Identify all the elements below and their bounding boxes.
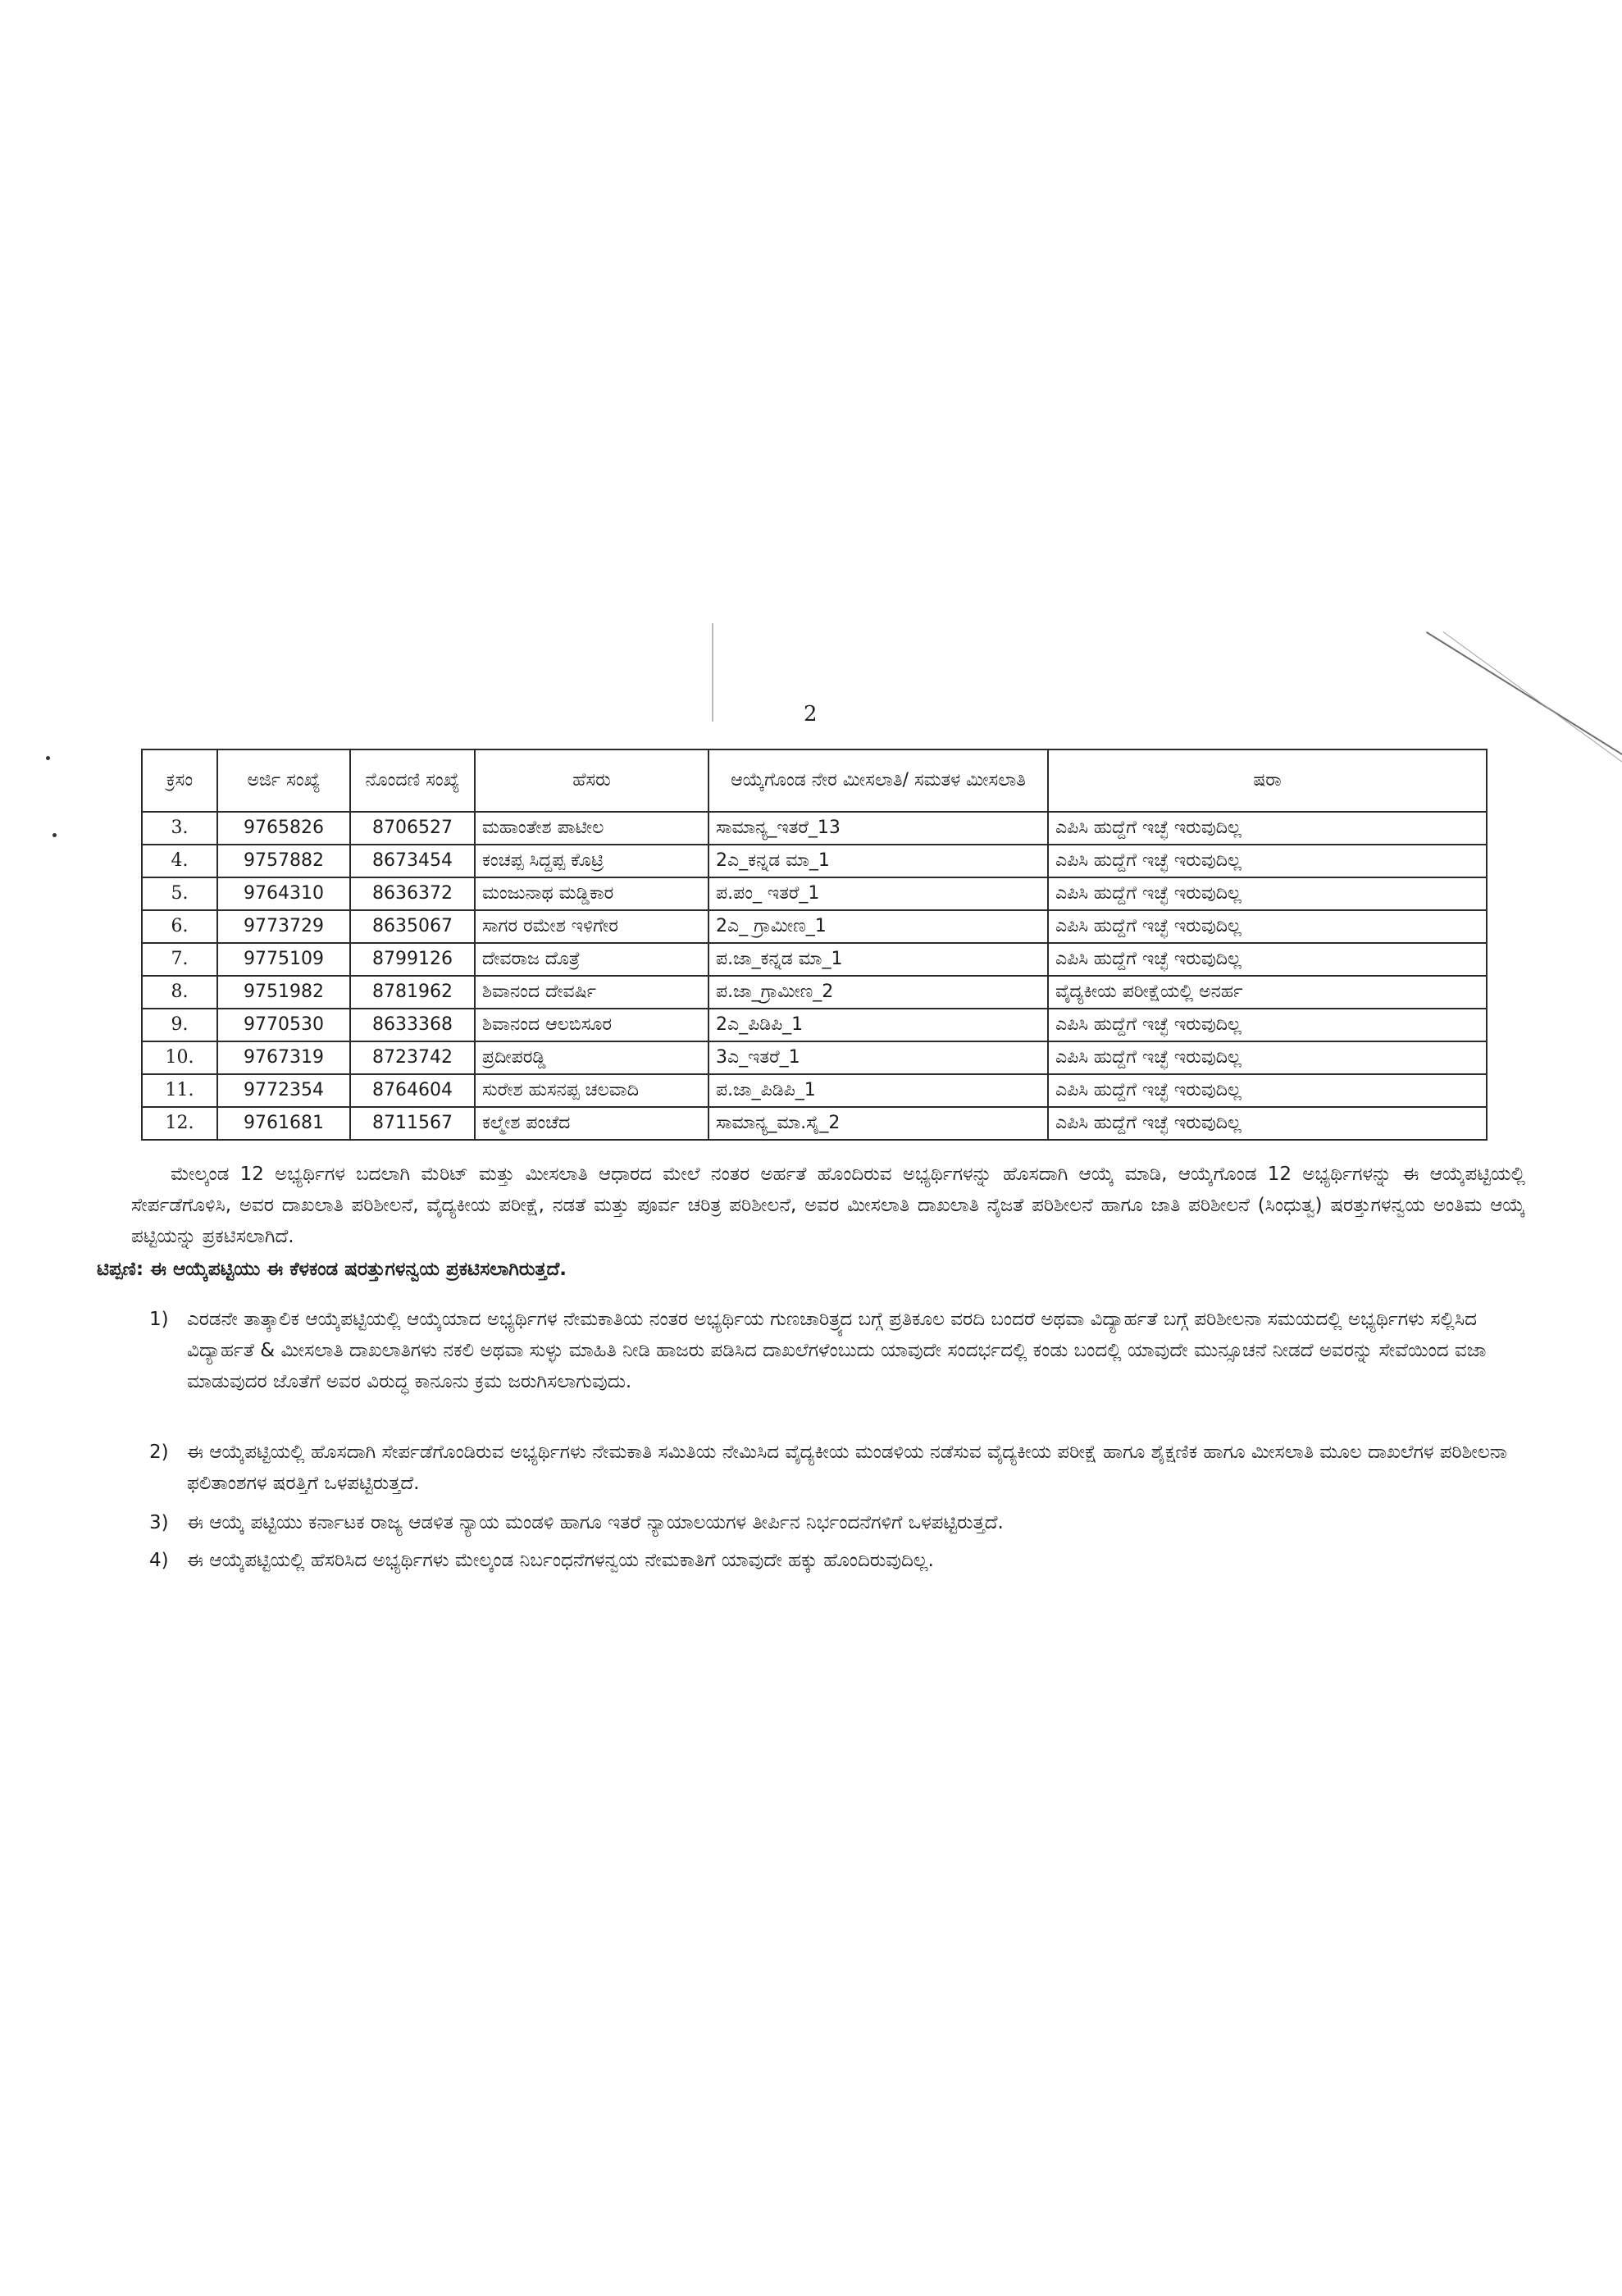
- application-no-cell: 9764310: [217, 877, 350, 910]
- name-cell: ಮಂಜುನಾಥ ಮಡ್ಡಿಕಾರ: [475, 877, 708, 910]
- note-item: [149, 1304, 1524, 1397]
- col-header-name: ಹೆಸರು: [475, 749, 708, 812]
- registration-no-cell: 8636372: [350, 877, 475, 910]
- reservation-cell: ಸಾಮಾನ್ಯ_ಇತರೆ_13: [708, 812, 1048, 845]
- application-no-cell: 9767319: [217, 1041, 350, 1074]
- table-row: [142, 910, 1487, 943]
- note-item: [149, 1545, 1524, 1576]
- registration-no-cell: 8723742: [350, 1041, 475, 1074]
- scan-edge-line: [1426, 631, 1622, 763]
- serial-cell: 8.: [142, 976, 217, 1009]
- serial-cell: 10.: [142, 1041, 217, 1074]
- table-row: [142, 943, 1487, 976]
- application-no-cell: 9751982: [217, 976, 350, 1009]
- name-cell: ಶಿವಾನಂದ ಆಲಬಿಸೂರ: [475, 1009, 708, 1041]
- candidate-table: [141, 749, 1488, 1141]
- serial-cell: 9.: [142, 1009, 217, 1041]
- note-text: ಈ ಆಯ್ಕೆ ಪಟ್ಟಿಯು ಕರ್ನಾಟಕ ರಾಜ್ಯ ಆಡಳಿತ ನ್ಯಾಯ ಮಂಡಳಿ ಹಾಗೂ ಇತರೆ ನ್ಯಾಯಾಲಯಗಳ ತೀರ್ಪಿನ ನಿರ್ಭಂದನೆಗಳಿಗೆ ಒಳಪಟ್ಟಿರುತ್ತದೆ.: [187, 1512, 1004, 1533]
- note-title: ಟಿಪ್ಪಣಿ: ಈ ಆಯ್ಕೆಪಟ್ಟಿಯು ಈ ಕೆಳಕಂಡ ಷರತ್ತುಗಳನ್ವಯ ಪ್ರಕಟಿಸಲಾಗಿರುತ್ತದೆ.: [97, 1259, 567, 1280]
- note-text: ಈ ಆಯ್ಕೆಪಟ್ಟಿಯಲ್ಲಿ ಹೊಸದಾಗಿ ಸೇರ್ಪಡೆಗೊಂಡಿರುವ ಅಭ್ಯರ್ಥಿಗಳು ನೇಮಕಾತಿ ಸಮಿತಿಯ ನೇಮಿಸಿದ ವೈದ್ಯಕೀಯ ಮಂಡಳಿಯ ನಡೆಸುವ ವೈದ್ಯಕೀಯ ಪರೀಕ್ಷೆ ಹಾಗೂ ಶೈಕ್ಷಣಿಕ ಹಾಗೂ ಮೀಸಲಾತಿ ಮೂಲ ದಾಖಲೆಗಳ ಪರಿಶೀಲನಾ ಫಲಿತಾಂಶಗಳ ಷರತ್ತಿಗೆ ಒಳಪಟ್ಟಿರುತ್ತದೆ.: [187, 1442, 1507, 1494]
- name-cell: ಸಾಗರ ರಮೇಶ ಇಳಿಗೇರ: [475, 910, 708, 943]
- application-no-cell: 9761681: [217, 1107, 350, 1140]
- registration-no-cell: 8673454: [350, 845, 475, 877]
- serial-cell: 5.: [142, 877, 217, 910]
- name-cell: ಶಿವಾನಂದ ದೇವರ್ಷಿ: [475, 976, 708, 1009]
- col-header-application-no: ಅರ್ಜಿ ಸಂಖ್ಯೆ: [217, 749, 350, 812]
- note-text: ಎರಡನೇ ತಾತ್ಕಾಲಿಕ ಆಯ್ಕೆಪಟ್ಟಿಯಲ್ಲಿ ಆಯ್ಕೆಯಾದ ಅಭ್ಯರ್ಥಿಗಳ ನೇಮಕಾತಿಯ ನಂತರ ಅಭ್ಯರ್ಥಿಯ ಗುಣಚಾರಿತ್ರ್ಯದ ಬಗ್ಗೆ ಪ್ರತಿಕೂಲ ವರದಿ ಬಂದರೆ ಅಥವಾ ವಿದ್ಯಾರ್ಹತೆ ಬಗ್ಗೆ ಪರಿಶೀಲನಾ ಸಮಯದಲ್ಲಿ ಅಭ್ಯರ್ಥಿಗಳು ಸಲ್ಲಿಸಿದ ವಿದ್ಯಾರ್ಹತೆ & ಮೀಸಲಾತಿ ದಾಖಲಾತಿಗಳು ನಕಲಿ ಅಥವಾ ಸುಳ್ಳು ಮಾಹಿತಿ ನೀಡಿ ಹಾಜರು ಪಡಿಸಿದ ದಾಖಲೆಗಳೆಂಬುದು ಯಾವುದೇ ಸಂದರ್ಭದಲ್ಲಿ ಕಂಡು ಬಂದಲ್ಲಿ ಯಾವುದೇ ಮುನ್ಸೂಚನೆ ನೀಡದೆ ಅವರನ್ನು ಸೇವೆಯಿಂದ ವಜಾ ಮಾಡುವುದರ ಜೊತೆಗೆ ಅವರ ವಿರುದ್ಧ ಕಾನೂನು ಕ್ರಮ ಜರುಗಿಸಲಾಗುವುದು.: [187, 1309, 1487, 1392]
- scan-speck: [52, 833, 57, 837]
- remark-cell: ಎಪಿಸಿ ಹುದ್ದೆಗೆ ಇಚ್ಛೆ ಇರುವುದಿಲ್ಲ: [1048, 1107, 1487, 1140]
- application-no-cell: 9772354: [217, 1074, 350, 1107]
- note-number: 1): [149, 1309, 169, 1330]
- col-header-remark: ಷರಾ: [1048, 749, 1487, 812]
- note-text: ಈ ಆಯ್ಕೆಪಟ್ಟಿಯಲ್ಲಿ ಹೆಸರಿಸಿದ ಅಭ್ಯರ್ಥಿಗಳು ಮೇಲ್ಕಂಡ ನಿರ್ಬಂಧನೆಗಳನ್ವಯ ನೇಮಕಾತಿಗೆ ಯಾವುದೇ ಹಕ್ಕು ಹೊಂದಿರುವುದಿಲ್ಲ.: [187, 1550, 934, 1571]
- remark-cell: ಎಪಿಸಿ ಹುದ್ದೆಗೆ ಇಚ್ಛೆ ಇರುವುದಿಲ್ಲ: [1048, 812, 1487, 845]
- remark-cell: ಎಪಿಸಿ ಹುದ್ದೆಗೆ ಇಚ್ಛೆ ಇರುವುದಿಲ್ಲ: [1048, 1009, 1487, 1041]
- table-row: [142, 1009, 1487, 1041]
- serial-cell: 3.: [142, 812, 217, 845]
- reservation-cell: 2ಎ_ಕನ್ನಡ ಮಾ_1: [708, 845, 1048, 877]
- application-no-cell: 9775109: [217, 943, 350, 976]
- application-no-cell: 9757882: [217, 845, 350, 877]
- col-header-serial: ಕ್ರಸಂ: [142, 749, 217, 812]
- name-cell: ಮಹಾಂತೇಶ ಪಾಟೀಲ: [475, 812, 708, 845]
- table-row: [142, 976, 1487, 1009]
- table-row: [142, 1074, 1487, 1107]
- note-item: [149, 1507, 1524, 1538]
- table-row: [142, 1107, 1487, 1140]
- name-cell: ದೇವರಾಜ ದೊತ್ರೆ: [475, 943, 708, 976]
- remark-cell: ಎಪಿಸಿ ಹುದ್ದೆಗೆ ಇಚ್ಛೆ ಇರುವುದಿಲ್ಲ: [1048, 845, 1487, 877]
- note-item: [149, 1437, 1524, 1499]
- serial-cell: 11.: [142, 1074, 217, 1107]
- table-header-row: [142, 749, 1487, 812]
- table-row: [142, 877, 1487, 910]
- registration-no-cell: 8706527: [350, 812, 475, 845]
- serial-cell: 12.: [142, 1107, 217, 1140]
- application-no-cell: 9770530: [217, 1009, 350, 1041]
- table-row: [142, 1041, 1487, 1074]
- remark-cell: ಎಪಿಸಿ ಹುದ್ದೆಗೆ ಇಚ್ಛೆ ಇರುವುದಿಲ್ಲ: [1048, 1041, 1487, 1074]
- name-cell: ಪ್ರದೀಪರಡ್ಡಿ: [475, 1041, 708, 1074]
- registration-no-cell: 8799126: [350, 943, 475, 976]
- reservation-cell: ಪ.ಜಾ_ಕನ್ನಡ ಮಾ_1: [708, 943, 1048, 976]
- registration-no-cell: 8633368: [350, 1009, 475, 1041]
- reservation-cell: 2ಎ_ಪಿಡಿಪಿ_1: [708, 1009, 1048, 1041]
- remark-cell: ಎಪಿಸಿ ಹುದ್ದೆಗೆ ಇಚ್ಛೆ ಇರುವುದಿಲ್ಲ: [1048, 943, 1487, 976]
- reservation-cell: ಸಾಮಾನ್ಯ_ಮಾ.ಸೈ_2: [708, 1107, 1048, 1140]
- reservation-cell: ಪ.ಜಾ_ಗ್ರಾಮೀಣ_2: [708, 976, 1048, 1009]
- registration-no-cell: 8764604: [350, 1074, 475, 1107]
- serial-cell: 7.: [142, 943, 217, 976]
- col-header-reservation: ಆಯ್ಕೆಗೊಂಡ ನೇರ ಮೀಸಲಾತಿ/ ಸಮತಳ ಮೀಸಲಾತಿ: [708, 749, 1048, 812]
- remark-cell: ಎಪಿಸಿ ಹುದ್ದೆಗೆ ಇಚ್ಛೆ ಇರುವುದಿಲ್ಲ: [1048, 910, 1487, 943]
- serial-cell: 6.: [142, 910, 217, 943]
- registration-no-cell: 8781962: [350, 976, 475, 1009]
- remark-cell: ಎಪಿಸಿ ಹುದ್ದೆಗೆ ಇಚ್ಛೆ ಇರುವುದಿಲ್ಲ: [1048, 1074, 1487, 1107]
- table-row: [142, 845, 1487, 877]
- table-row: [142, 812, 1487, 845]
- registration-no-cell: 8635067: [350, 910, 475, 943]
- scan-fold-line: [712, 623, 713, 722]
- note-number: 2): [149, 1442, 169, 1463]
- body-paragraph: ಮೇಲ್ಕಂಡ 12 ಅಭ್ಯರ್ಥಿಗಳ ಬದಲಾಗಿ ಮೆರಿಟ್ ಮತ್ತು ಮೀಸಲಾತಿ ಆಧಾರದ ಮೇಲೆ ನಂತರ ಅರ್ಹತೆ ಹೊಂದಿರುವ ಅಭ್ಯರ್ಥಿಗಳನ್ನು ಹೊಸದಾಗಿ ಆಯ್ಕೆ ಮಾಡಿ, ಆಯ್ಕೆಗೊಂಡ 12 ಅಭ್ಯರ್ಥಿಗಳನ್ನು ಈ ಆಯ್ಕೆಪಟ್ಟಿಯಲ್ಲಿ ಸೇರ್ಪಡೆಗೊಳಿಸಿ, ಅವರ ದಾಖಲಾತಿ ಪರಿಶೀಲನೆ, ವೈದ್ಯಕೀಯ ಪರೀಕ್ಷೆ, ನಡತೆ ಮತ್ತು ಪೂರ್ವ ಚರಿತ್ರ ಪರಿಶೀಲನೆ, ಅವರ ಮೀಸಲಾತಿ ದಾಖಲಾತಿ ನೈಜತೆ ಪರಿಶೀಲನೆ ಹಾಗೂ ಜಾತಿ ಪರಿಶೀಲನೆ (ಸಿಂಧುತ್ವ) ಷರತ್ತುಗಳನ್ವಯ ಅಂತಿಮ ಆಯ್ಕೆ ಪಟ್ಟಿಯನ್ನು ಪ್ರಕಟಿಸಲಾಗಿದೆ.: [131, 1164, 1525, 1247]
- page-number: 2: [804, 702, 818, 727]
- reservation-cell: ಪ.ಪಂ_ ಇತರೆ_1: [708, 877, 1048, 910]
- name-cell: ಕಲ್ಮೇಶ ಪಂಚೆದ: [475, 1107, 708, 1140]
- note-number: 4): [149, 1550, 169, 1571]
- scan-speck: [46, 756, 50, 760]
- serial-cell: 4.: [142, 845, 217, 877]
- name-cell: ಕಂಚಪ್ಪ ಸಿದ್ದಪ್ಪ ಕೊಟ್ರಿ: [475, 845, 708, 877]
- application-no-cell: 9773729: [217, 910, 350, 943]
- reservation-cell: 2ಎ_ ಗ್ರಾಮೀಣ_1: [708, 910, 1048, 943]
- remark-cell: ವೈದ್ಯಕೀಯ ಪರೀಕ್ಷೆಯಲ್ಲಿ ಅನರ್ಹ: [1048, 976, 1487, 1009]
- reservation-cell: 3ಎ_ಇತರೆ_1: [708, 1041, 1048, 1074]
- col-header-registration-no: ನೊಂದಣಿ ಸಂಖ್ಯೆ: [350, 749, 475, 812]
- reservation-cell: ಪ.ಜಾ_ಪಿಡಿಪಿ_1: [708, 1074, 1048, 1107]
- remark-cell: ಎಪಿಸಿ ಹುದ್ದೆಗೆ ಇಚ್ಛೆ ಇರುವುದಿಲ್ಲ: [1048, 877, 1487, 910]
- name-cell: ಸುರೇಶ ಹುಸನಪ್ಪ ಚಲವಾದಿ: [475, 1074, 708, 1107]
- application-no-cell: 9765826: [217, 812, 350, 845]
- note-number: 3): [149, 1512, 169, 1533]
- table-body: [142, 812, 1487, 1140]
- registration-no-cell: 8711567: [350, 1107, 475, 1140]
